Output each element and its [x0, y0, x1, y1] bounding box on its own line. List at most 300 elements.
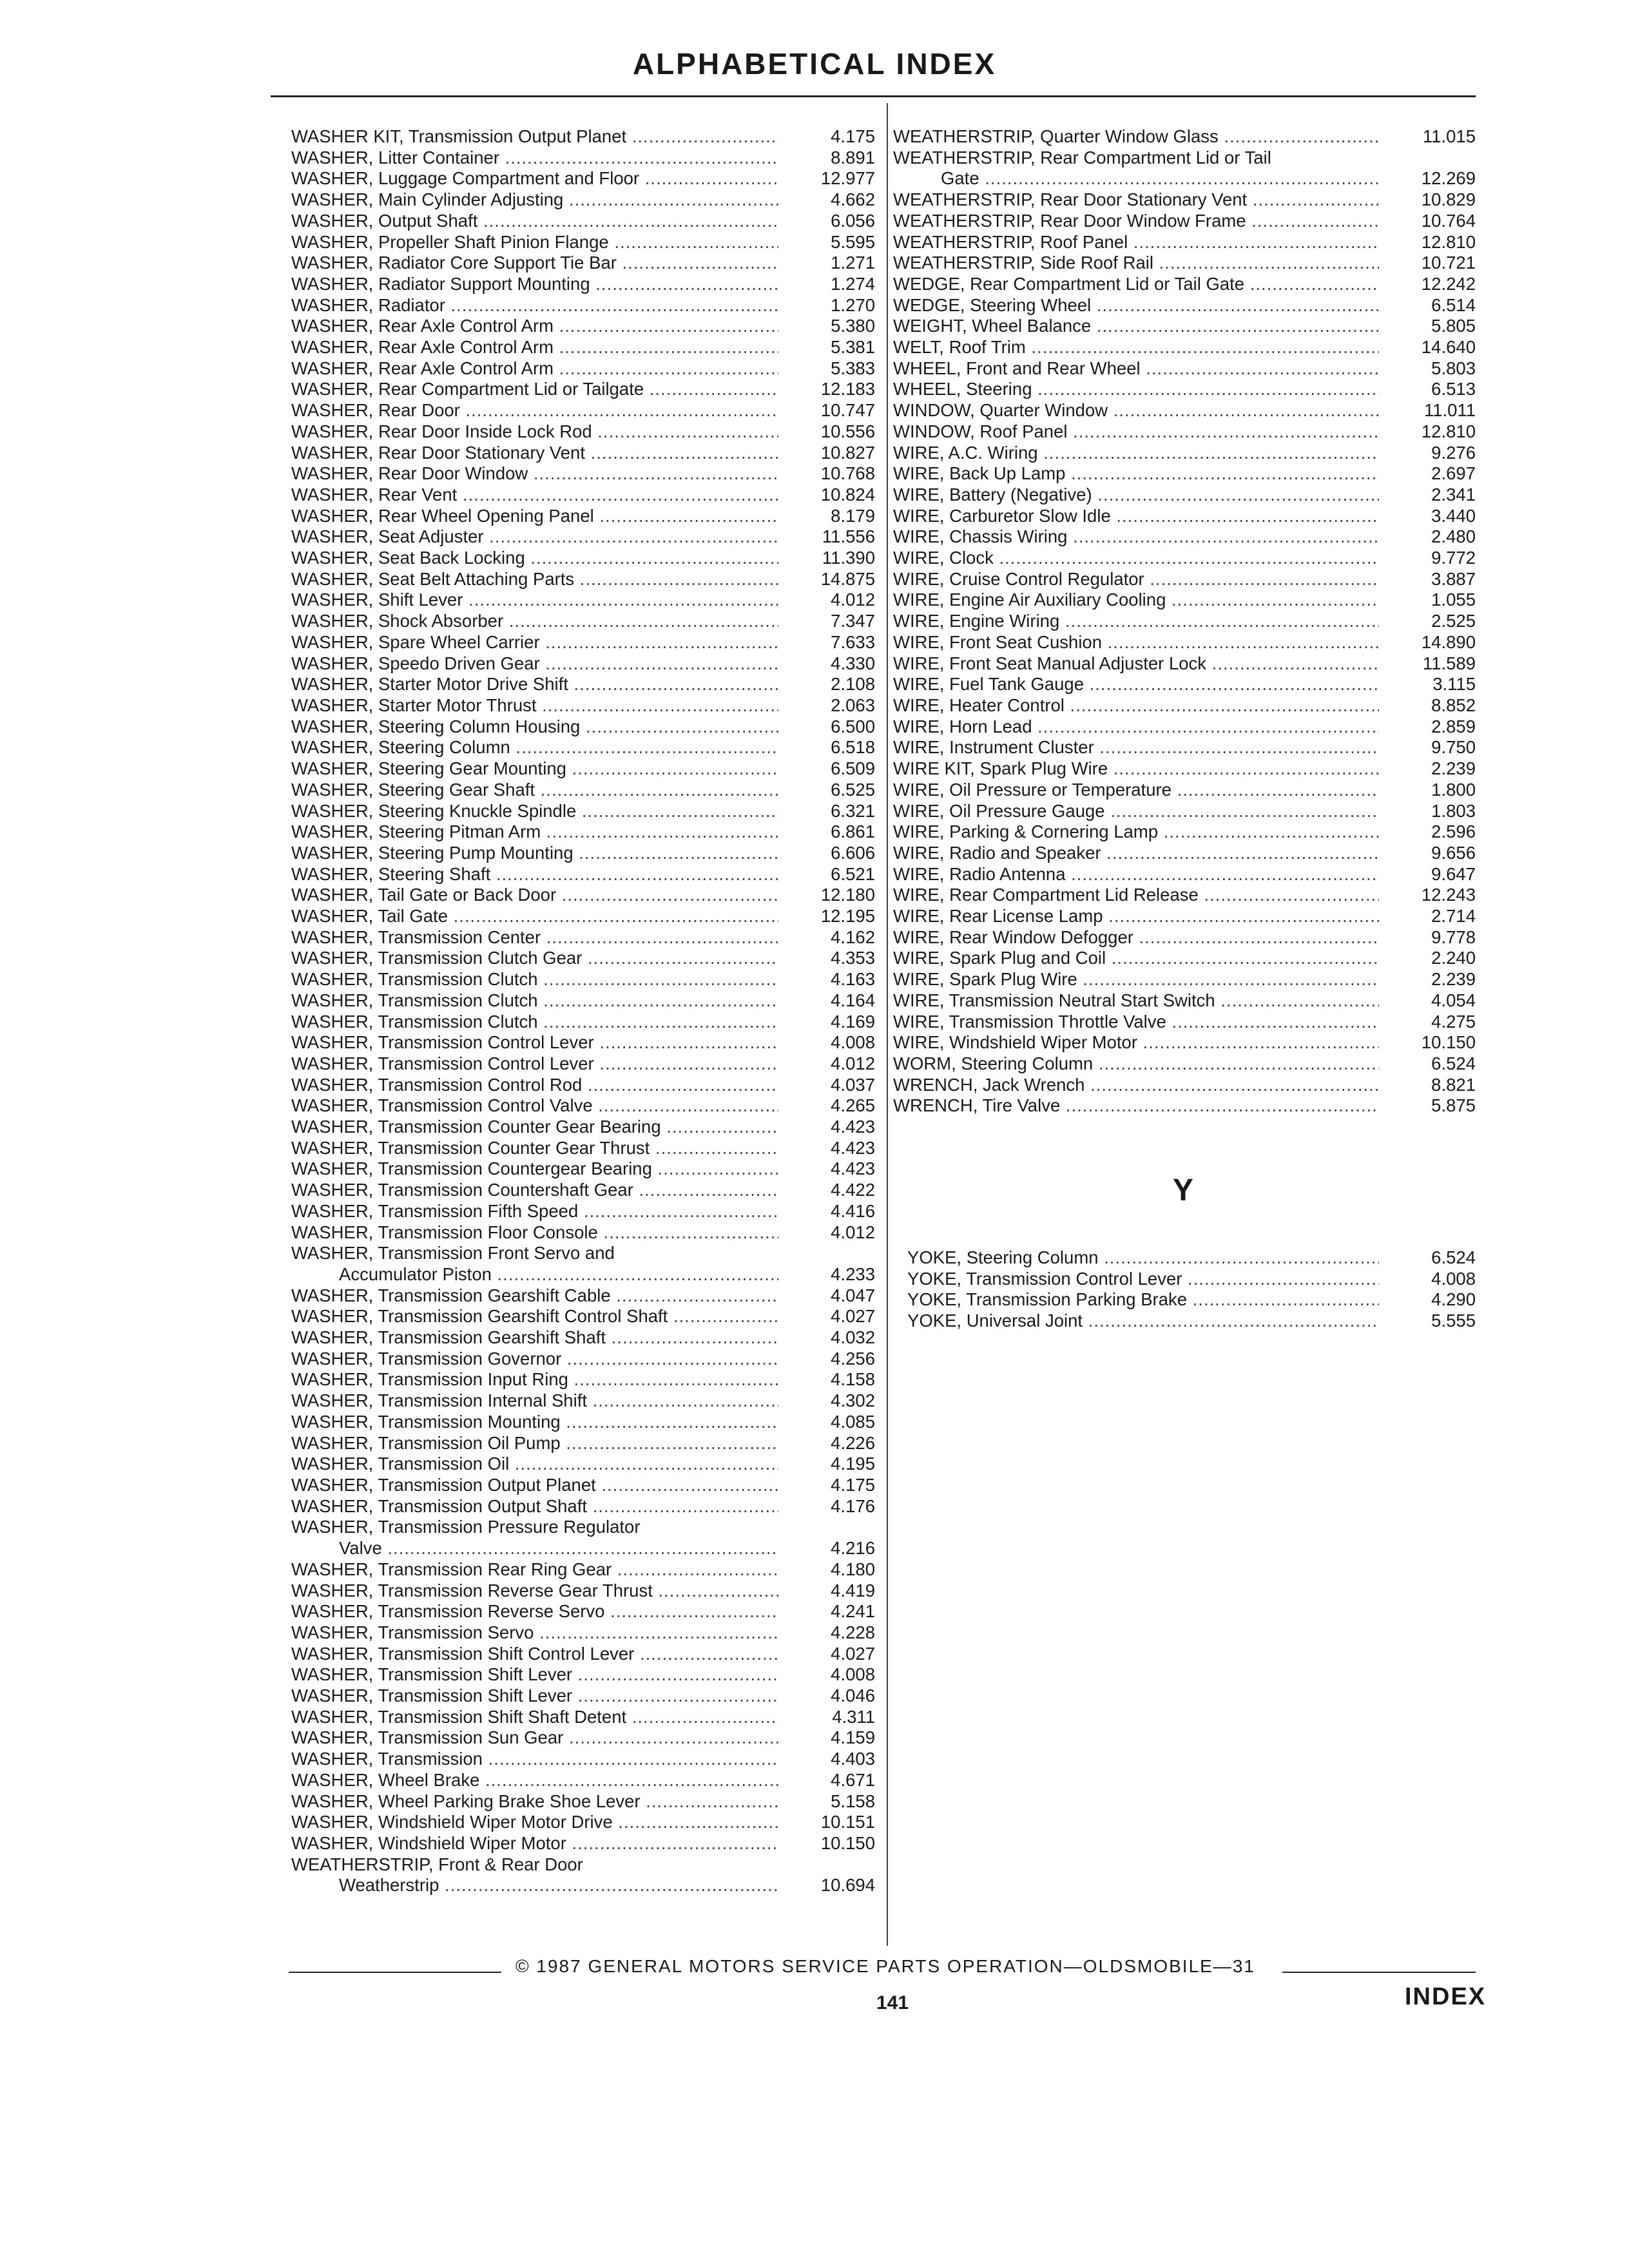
entry-name: WASHER, Steering Column ..... [291, 737, 778, 758]
entry-page: 8.821 [1431, 1074, 1476, 1095]
entry-page: 4.176 [831, 1495, 875, 1516]
entry-page: 6.524 [1431, 1247, 1476, 1267]
entry-name: WASHER, Transmission Clutch ..... [291, 1012, 778, 1033]
index-entry [291, 1517, 875, 1538]
entry-name: Accumulator Piston ..... [339, 1264, 778, 1285]
index-entry [893, 758, 1476, 780]
entry-page: 4.162 [831, 927, 875, 947]
index-entry [291, 758, 875, 780]
index-entry [291, 864, 875, 885]
entry-name: WASHER, Steering Knuckle Spindle ..... [291, 801, 778, 822]
entry-page: 2.596 [1431, 822, 1476, 842]
entry-name: WASHER, Main Cylinder Adjusting ..... [291, 189, 778, 211]
entry-name: WASHER, Radiator Support Mounting ..... [291, 274, 778, 295]
entry-name: WIRE, Front Seat Cushion ..... [893, 632, 1379, 653]
index-entry [291, 590, 875, 611]
entry-page: 1.800 [1431, 779, 1476, 800]
entry-page: 9.778 [1431, 927, 1476, 947]
index-entry [291, 189, 875, 211]
index-entry [291, 885, 875, 906]
index-entry [291, 569, 875, 590]
entry-name: WASHER, Transmission Internal Shift ..... [291, 1390, 778, 1412]
index-entry [291, 485, 875, 506]
index-entry [291, 358, 875, 380]
entry-page: 9.647 [1431, 863, 1476, 884]
index-entry [893, 822, 1476, 843]
index-entry [893, 674, 1476, 695]
entry-name: WEATHERSTRIP, Roof Panel ..... [893, 232, 1379, 253]
entry-name: WIRE, Fuel Tank Gauge ..... [893, 674, 1379, 695]
entry-name: WASHER, Seat Belt Attaching Parts ..... [291, 569, 778, 590]
section-label: INDEX [1405, 1983, 1487, 2010]
index-entry [893, 295, 1476, 316]
entry-name: WIRE, Oil Pressure or Temperature ..... [893, 780, 1379, 801]
entry-page: 9.656 [1431, 842, 1476, 863]
entry-name: WASHER, Transmission Clutch ..... [291, 990, 778, 1012]
entry-name: WASHER, Transmission ..... [291, 1749, 778, 1770]
entry-page: 10.768 [820, 463, 875, 484]
entry-name: YOKE, Steering Column ..... [907, 1247, 1379, 1269]
index-entry [291, 1622, 875, 1644]
index-entry [291, 1306, 875, 1327]
entry-name: WRENCH, Tire Valve ..... [893, 1095, 1379, 1117]
entry-name: WASHER, Transmission Oil Pump ..... [291, 1433, 778, 1454]
entry-page: 11.015 [1422, 126, 1476, 146]
entry-name: WASHER, Transmission Countershaft Gear ..... [291, 1180, 778, 1201]
entry-page: 12.242 [1421, 273, 1476, 294]
index-entry [893, 526, 1476, 548]
entry-page: 4.423 [831, 1117, 875, 1137]
entry-name: WIRE, Radio Antenna ..... [893, 864, 1379, 885]
entry-page: 2.480 [1431, 526, 1476, 547]
entry-name: WIRE, Rear Window Defogger ..... [893, 927, 1379, 948]
entry-name: WASHER, Steering Column Housing ..... [291, 716, 778, 738]
entry-name: Valve ..... [339, 1538, 778, 1559]
entry-name: WIRE, A.C. Wiring ..... [893, 443, 1379, 464]
entry-name: WIRE, Rear Compartment Lid Release ..... [893, 885, 1379, 906]
index-entry [907, 1269, 1476, 1290]
index-entry [893, 274, 1476, 295]
entry-page: 2.859 [1431, 716, 1476, 736]
index-entry [291, 948, 875, 969]
entry-name: WASHER, Transmission Fifth Speed ..... [291, 1201, 778, 1222]
entry-name: WASHER, Steering Gear Mounting ..... [291, 758, 778, 780]
index-entry [291, 1581, 875, 1602]
entry-name: WASHER, Rear Axle Control Arm ..... [291, 337, 778, 358]
entry-page: 11.589 [1422, 653, 1476, 673]
entry-name: WEATHERSTRIP, Side Roof Rail ..... [893, 253, 1379, 274]
entry-page: 4.419 [831, 1580, 875, 1600]
entry-page: 4.008 [831, 1032, 875, 1053]
index-entry [291, 1833, 875, 1854]
entry-page: 4.037 [831, 1074, 875, 1095]
entry-name: WRENCH, Jack Wrench ..... [893, 1075, 1379, 1096]
entry-page: 10.824 [820, 484, 875, 505]
index-entry [893, 485, 1476, 506]
entry-name: WIRE, Oil Pressure Gauge ..... [893, 801, 1379, 822]
entry-name: WIRE, Instrument Cluster ..... [893, 737, 1379, 758]
entry-name: WIRE, Clock ..... [893, 548, 1379, 569]
entry-page: 6.518 [831, 737, 875, 758]
entry-page: 12.269 [1421, 168, 1476, 189]
index-entry [907, 1247, 1476, 1269]
entry-name: WASHER, Transmission Shift Lever ..... [291, 1664, 778, 1686]
entry-page: 5.380 [831, 316, 875, 336]
entry-name: WASHER, Transmission Control Valve ..... [291, 1095, 778, 1117]
index-entry [291, 611, 875, 632]
index-entry [893, 969, 1476, 990]
index-entry [291, 1875, 875, 1896]
entry-page: 4.423 [831, 1137, 875, 1158]
entry-page: 8.179 [831, 505, 875, 526]
entry-name: WIRE, Radio and Speaker ..... [893, 843, 1379, 864]
entry-name: WASHER, Transmission Floor Console ..... [291, 1222, 778, 1244]
entry-name: WASHER, Transmission Gearshift Shaft ..... [291, 1327, 778, 1349]
entry-name: YOKE, Transmission Parking Brake ..... [907, 1289, 1379, 1311]
entry-name: WIRE, Rear License Lamp ..... [893, 906, 1379, 927]
entry-name: WASHER, Transmission Reverse Servo ..... [291, 1601, 778, 1622]
index-entry [893, 611, 1476, 632]
entry-page: 4.195 [831, 1454, 875, 1474]
index-entry [893, 506, 1476, 527]
entry-page: 8.852 [1431, 695, 1476, 715]
entry-page: 6.606 [831, 842, 875, 863]
index-entry [291, 548, 875, 569]
entry-name: WORM, Steering Column ..... [893, 1053, 1379, 1075]
index-entry [291, 421, 875, 443]
index-entry [291, 295, 875, 316]
index-entry [291, 1791, 875, 1812]
index-entry [291, 990, 875, 1012]
entry-name: WIRE, Heater Control ..... [893, 695, 1379, 716]
entry-name: WASHER, Transmission Counter Gear Thrust ..... [291, 1138, 778, 1159]
entry-page: 11.011 [1423, 400, 1476, 421]
entry-page: 4.216 [831, 1538, 875, 1559]
index-entry [893, 1095, 1476, 1117]
entry-name: WASHER, Transmission Counter Gear Bearing ..... [291, 1117, 778, 1138]
entry-name: WIRE, Engine Air Auxiliary Cooling ..... [893, 590, 1379, 611]
entry-name: WASHER, Seat Back Locking ..... [291, 548, 778, 569]
index-entry [907, 1289, 1476, 1311]
entry-name: WASHER, Wheel Parking Brake Shoe Lever ..... [291, 1791, 778, 1812]
entry-page: 6.525 [831, 779, 875, 800]
entry-name: Gate ..... [941, 168, 1379, 189]
index-entry [893, 211, 1476, 232]
entry-name: WASHER, Transmission Oil ..... [291, 1454, 778, 1475]
index-entry [893, 843, 1476, 864]
entry-name: WASHER, Seat Adjuster ..... [291, 526, 778, 548]
index-entry [291, 1327, 875, 1349]
index-entry [291, 1770, 875, 1791]
entry-name: WASHER, Windshield Wiper Motor ..... [291, 1833, 778, 1854]
index-entry [291, 1032, 875, 1053]
entry-name: WIRE KIT, Spark Plug Wire ..... [893, 758, 1379, 780]
index-entry [291, 1180, 875, 1201]
entry-name: WIRE, Spark Plug and Coil ..... [893, 948, 1379, 969]
entry-name: WIRE, Battery (Negative) ..... [893, 485, 1379, 506]
entry-name: WASHER, Rear Axle Control Arm ..... [291, 316, 778, 337]
entry-page: 6.509 [831, 758, 875, 779]
index-entry [291, 1264, 875, 1285]
entry-name: WASHER, Transmission Control Lever ..... [291, 1053, 778, 1075]
index-entry [291, 253, 875, 274]
entry-page: 2.525 [1431, 611, 1476, 631]
entry-name: WIRE, Transmission Throttle Valve ..... [893, 1012, 1379, 1033]
entry-name: WEATHERSTRIP, Front & Rear Door [291, 1854, 583, 1874]
entry-page: 5.383 [831, 358, 875, 378]
entry-page: 10.151 [820, 1812, 875, 1832]
index-entry [291, 653, 875, 675]
entry-name: WASHER, Luggage Compartment and Floor ..... [291, 168, 778, 189]
index-entry [893, 864, 1476, 885]
entry-page: 10.556 [820, 421, 875, 441]
index-entry [893, 948, 1476, 969]
entry-name: WEDGE, Rear Compartment Lid or Tail Gate ..... [893, 274, 1379, 295]
index-entry [291, 316, 875, 337]
entry-page: 4.241 [831, 1601, 875, 1622]
index-entry [291, 1559, 875, 1581]
index-entry [893, 780, 1476, 801]
entry-name: WASHER, Wheel Brake ..... [291, 1770, 778, 1791]
entry-page: 2.063 [831, 695, 875, 715]
index-entry [291, 1075, 875, 1096]
entry-page: 4.027 [831, 1643, 875, 1664]
index-entry [893, 1075, 1476, 1096]
entry-page: 10.764 [1421, 210, 1476, 231]
index-entry [893, 653, 1476, 675]
index-entry [893, 316, 1476, 337]
entry-name: WEATHERSTRIP, Rear Door Stationary Vent ..... [893, 189, 1379, 211]
entry-name: WASHER, Transmission Servo ..... [291, 1622, 778, 1644]
index-entry [893, 1012, 1476, 1033]
index-entry [893, 906, 1476, 927]
entry-name: WASHER, Output Shaft ..... [291, 211, 778, 232]
index-entry [291, 1727, 875, 1749]
entry-name: WASHER, Starter Motor Drive Shift ..... [291, 674, 778, 695]
entry-name: WASHER, Transmission Mounting ..... [291, 1412, 778, 1433]
entry-page: 4.047 [831, 1285, 875, 1305]
index-entry [291, 1222, 875, 1244]
index-entry [291, 1686, 875, 1707]
footer-copyright: © 1987 GENERAL MOTORS SERVICE PARTS OPERATION—OLDSMOBILE—31 [516, 1956, 1255, 1976]
entry-name: WASHER, Transmission Rear Ring Gear ..... [291, 1559, 778, 1581]
entry-page: 1.055 [1431, 590, 1476, 610]
entry-page: 4.175 [831, 126, 875, 146]
index-entry [893, 632, 1476, 653]
entry-name: WASHER, Transmission Shift Lever ..... [291, 1686, 778, 1707]
entry-page: 4.256 [831, 1348, 875, 1369]
entry-page: 9.750 [1431, 737, 1476, 758]
entry-page: 12.195 [820, 906, 875, 927]
entry-name: WIRE, Transmission Neutral Start Switch ..... [893, 990, 1379, 1012]
entry-page: 10.694 [820, 1875, 875, 1896]
index-entry [893, 737, 1476, 758]
entry-page: 4.330 [831, 653, 875, 673]
index-entry [291, 737, 875, 758]
index-entry [291, 716, 875, 738]
entry-page: 5.555 [1431, 1311, 1476, 1331]
entry-page: 2.341 [1431, 484, 1476, 505]
entry-page: 4.158 [831, 1369, 875, 1390]
entry-name: WASHER, Radiator Core Support Tie Bar ..... [291, 253, 778, 274]
entry-page: 5.381 [831, 337, 875, 358]
entry-name: WASHER, Rear Compartment Lid or Tailgate ..... [291, 379, 778, 400]
entry-page: 4.159 [831, 1727, 875, 1748]
index-entry [291, 969, 875, 990]
entry-page: 4.403 [831, 1749, 875, 1769]
entry-name: WHEEL, Front and Rear Wheel ..... [893, 358, 1379, 380]
index-entry [291, 1390, 875, 1412]
entry-page: 4.085 [831, 1411, 875, 1432]
entry-name: WIRE, Engine Wiring ..... [893, 611, 1379, 632]
index-entry [907, 1311, 1476, 1332]
index-entry [893, 548, 1476, 569]
entry-name: WASHER, Radiator ..... [291, 295, 778, 316]
index-entry [893, 927, 1476, 948]
entry-name: WASHER, Rear Wheel Opening Panel ..... [291, 506, 778, 527]
entry-page: 14.875 [820, 568, 875, 589]
entry-page: 4.275 [1431, 1011, 1476, 1032]
entry-page: 1.270 [831, 294, 875, 315]
entry-page: 4.164 [831, 990, 875, 1010]
entry-page: 3.440 [1431, 505, 1476, 526]
entry-name: WIRE, Chassis Wiring ..... [893, 526, 1379, 548]
entry-page: 6.514 [1431, 294, 1476, 315]
index-entry [291, 1095, 875, 1117]
entry-name: WASHER KIT, Transmission Output Planet ..... [291, 126, 778, 148]
index-entry [893, 885, 1476, 906]
entry-page: 2.240 [1431, 948, 1476, 968]
entry-page: 11.556 [822, 526, 875, 547]
entry-page: 2.714 [1431, 906, 1476, 927]
index-entry [893, 463, 1476, 485]
entry-page: 5.875 [1431, 1095, 1476, 1116]
entry-name: WASHER, Transmission Shift Shaft Detent ..... [291, 1707, 778, 1728]
entry-page: 2.239 [1431, 758, 1476, 779]
entry-page: 6.513 [1431, 379, 1476, 399]
entry-name: WASHER, Transmission Control Rod ..... [291, 1075, 778, 1096]
entry-name: WASHER, Transmission Control Lever ..... [291, 1032, 778, 1053]
index-entry [893, 443, 1476, 464]
entry-name: WIRE, Windshield Wiper Motor ..... [893, 1032, 1379, 1053]
entry-name: WIRE, Parking & Cornering Lamp ..... [893, 822, 1379, 843]
entry-page: 6.321 [831, 800, 875, 821]
index-entry [291, 1369, 875, 1390]
footer-rule-left [289, 1972, 501, 1973]
entry-name: WASHER, Rear Door ..... [291, 400, 778, 421]
entry-name: WIRE, Back Up Lamp ..... [893, 463, 1379, 485]
entry-name: WASHER, Transmission Sun Gear ..... [291, 1727, 778, 1749]
entry-name: WELT, Roof Trim ..... [893, 337, 1379, 358]
entry-name: WASHER, Shift Lever ..... [291, 590, 778, 611]
entry-page: 4.012 [831, 1222, 875, 1242]
index-entry [291, 801, 875, 822]
index-entry [291, 1601, 875, 1622]
index-entry [291, 1349, 875, 1370]
entry-page: 10.150 [1421, 1032, 1476, 1053]
entry-page: 4.008 [1431, 1268, 1476, 1289]
entry-name: WASHER, Transmission Pressure Regulator [291, 1517, 641, 1537]
entry-page: 7.633 [831, 631, 875, 652]
entry-page: 10.721 [1421, 253, 1476, 273]
index-entry [291, 168, 875, 189]
entry-name: WASHER, Tail Gate ..... [291, 906, 778, 927]
entry-page: 4.265 [831, 1095, 875, 1116]
index-entry [291, 674, 875, 695]
entry-page: 4.180 [831, 1559, 875, 1579]
entry-page: 4.175 [831, 1475, 875, 1495]
index-entry [291, 400, 875, 421]
entry-page: 4.054 [1431, 990, 1476, 1010]
entry-page: 4.353 [831, 948, 875, 968]
entry-page: 6.500 [831, 716, 875, 736]
index-entry [893, 148, 1476, 169]
index-entry [893, 990, 1476, 1012]
entry-name: WINDOW, Quarter Window ..... [893, 400, 1379, 421]
index-entry [291, 337, 875, 358]
entry-name: WASHER, Transmission Output Shaft ..... [291, 1496, 778, 1517]
index-column-right [893, 126, 1476, 1117]
index-entry [893, 168, 1476, 189]
entry-page: 4.416 [831, 1200, 875, 1221]
index-entry [291, 1812, 875, 1833]
index-entry [893, 337, 1476, 358]
index-entry [893, 716, 1476, 738]
index-entry [291, 443, 875, 464]
entry-name: WASHER, Transmission Input Ring ..... [291, 1369, 778, 1390]
index-entry [291, 1475, 875, 1496]
index-entry [893, 400, 1476, 421]
index-entry [291, 274, 875, 295]
entry-page: 14.640 [1421, 337, 1476, 358]
header-rule [271, 95, 1476, 97]
index-entry [291, 927, 875, 948]
index-entry [291, 1138, 875, 1159]
entry-page: 8.891 [831, 147, 875, 168]
entry-page: 2.108 [831, 674, 875, 695]
index-entry [291, 232, 875, 253]
index-entry [291, 695, 875, 716]
entry-page: 1.274 [831, 273, 875, 294]
entry-page: 4.046 [831, 1686, 875, 1706]
entry-page: 4.027 [831, 1306, 875, 1327]
entry-page: 4.662 [831, 189, 875, 210]
index-entry [893, 1053, 1476, 1075]
entry-page: 12.243 [1421, 885, 1476, 905]
entry-name: YOKE, Transmission Control Lever ..... [907, 1269, 1379, 1290]
index-entry [291, 1053, 875, 1075]
entry-page: 4.422 [831, 1180, 875, 1200]
index-entry [291, 379, 875, 400]
entry-name: WASHER, Transmission Shift Control Lever ..... [291, 1644, 778, 1665]
index-entry [291, 632, 875, 653]
entry-page: 12.810 [1421, 421, 1476, 441]
entry-page: 9.772 [1431, 548, 1476, 568]
index-entry [291, 463, 875, 485]
entry-page: 6.861 [831, 822, 875, 842]
entry-page: 9.276 [1431, 442, 1476, 463]
entry-page: 12.977 [820, 168, 875, 189]
entry-name: WASHER, Transmission Front Servo and [291, 1243, 615, 1264]
entry-name: WASHER, Rear Vent ..... [291, 485, 778, 506]
section-heading-y: Y [1173, 1173, 1194, 1207]
index-entry [893, 1032, 1476, 1053]
entry-page: 12.183 [820, 379, 875, 399]
entry-name: WASHER, Transmission Output Planet ..... [291, 1475, 778, 1496]
entry-name: WIRE, Horn Lead ..... [893, 716, 1379, 738]
index-entry [893, 379, 1476, 400]
index-section-y [907, 1247, 1476, 1332]
